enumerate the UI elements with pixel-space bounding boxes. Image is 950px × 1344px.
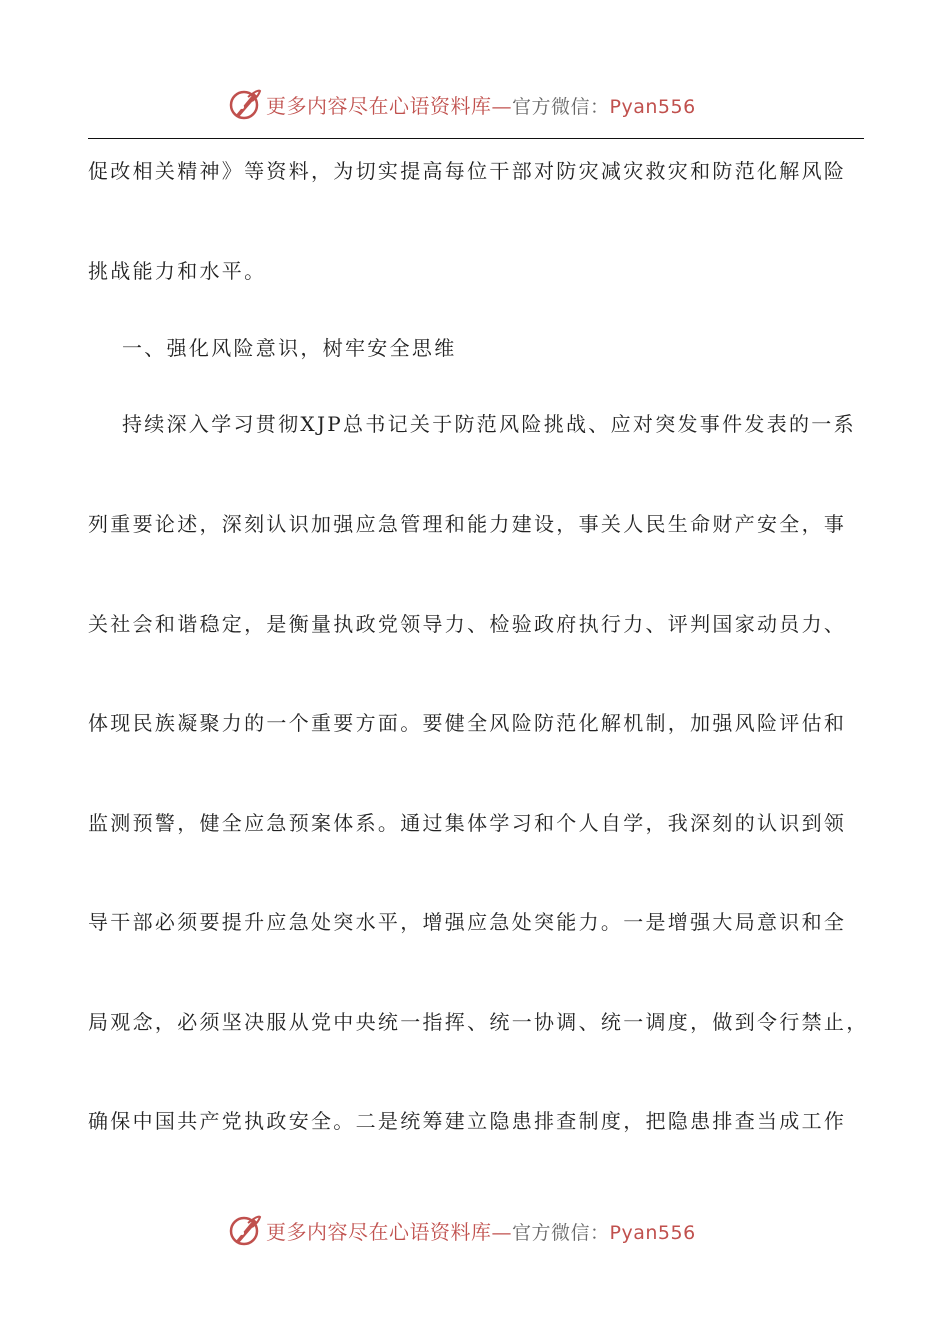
quill-logo-icon (228, 1213, 262, 1247)
quill-logo-icon (228, 87, 262, 121)
text-line-1: 促改相关精神》等资料，为切实提高每位干部对防灾减灾救灾和防范化解风险 (88, 159, 847, 183)
section-heading: 一、强化风险意识，树牢安全思维 (122, 336, 457, 360)
banner-title: 更多内容尽在心语资料库 (266, 93, 492, 118)
text-line-4: 列重要论述，深刻认识加强应急管理和能力建设，事关人民生命财产安全，事 (88, 512, 847, 536)
footer-banner (0, 1210, 950, 1250)
text-line-5: 关社会和谐稳定，是衡量执政党领导力、检验政府执行力、评判国家动员力、 (88, 612, 847, 636)
text-line-6: 体现民族凝聚力的一个重要方面。要健全风险防范化解机制，加强风险评估和 (88, 711, 847, 735)
text-line-7: 监测预警，健全应急预案体系。通过集体学习和个人自学，我深刻的认识到领 (88, 811, 847, 835)
footer-banner-label: 官方微信： (512, 1221, 610, 1244)
text-line-3: 持续深入学习贯彻XJP总书记关于防范风险挑战、应对突发事件发表的一系 (122, 412, 856, 436)
footer-banner-dash: — (491, 1219, 512, 1244)
banner-label: 官方微信： (512, 95, 610, 118)
text-line-10: 确保中国共产党执政安全。二是统筹建立隐患排查制度，把隐患排查当成工作 (88, 1109, 847, 1133)
footer-banner-title: 更多内容尽在心语资料库 (266, 1219, 492, 1244)
banner-wechat-id: Pyan556 (609, 95, 696, 118)
text-line-8: 导干部必须要提升应急处突水平，增强应急处突能力。一是增强大局意识和全 (88, 910, 847, 934)
text-line-2: 挑战能力和水平。 (88, 259, 267, 283)
text-line-9: 局观念，必须坚决服从党中央统一指挥、统一协调、统一调度，做到令行禁止， (88, 1010, 869, 1034)
footer-banner-wechat-id: Pyan556 (609, 1221, 696, 1244)
banner-dash: — (491, 93, 512, 118)
header-divider (88, 138, 864, 139)
header-banner (0, 84, 950, 124)
